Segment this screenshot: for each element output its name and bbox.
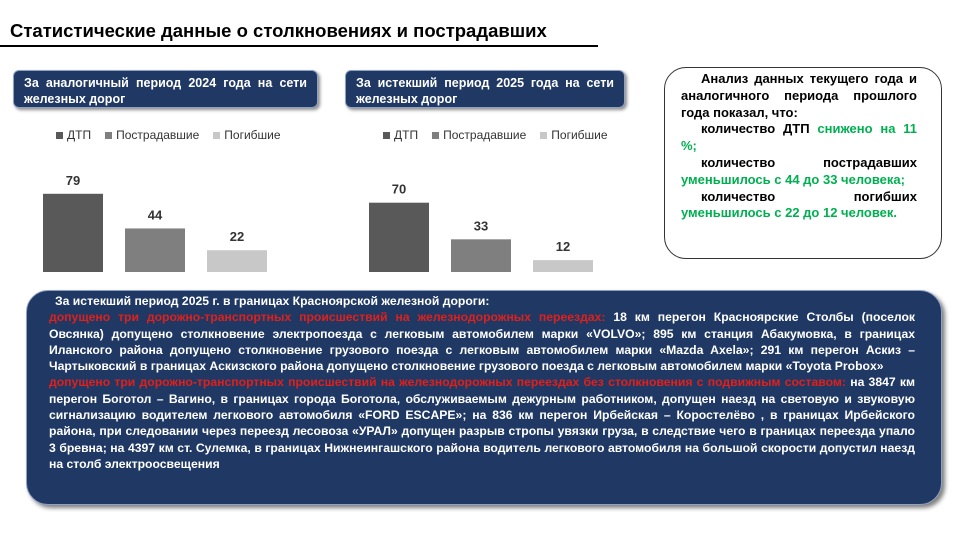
period-2024-label: За аналогичный период 2024 года на сети железных дорог [24,76,307,106]
legend-2024 [56,128,281,142]
period-2025-label: За истекший период 2025 года на сети железных дорог [356,76,614,106]
legend-label-dtp: ДТП [67,128,92,142]
legend-swatch-injured [432,132,439,139]
bar-dtp [369,203,429,272]
legend-item-injured [432,128,526,142]
report-p2-highlight: допущено три дорожно-транспортных происшествий на железнодорожных переездах без столкновения с подвижным составом: [49,375,846,390]
analysis-injured-label: количество пострадавших [701,154,917,170]
page-title: Статистические данные о столкновениях и пострадавших [10,20,547,41]
legend-label-injured: Пострадавшие [443,128,527,142]
legend-swatch-injured [105,132,112,139]
analysis-killed [681,189,917,223]
legend-label-killed: Погибшие [224,128,281,142]
legend-swatch-killed [213,132,220,139]
analysis-dtp-change: снижено на 11 %; [681,121,917,154]
legend-swatch-dtp [56,132,63,139]
chart-2025-svg [356,160,616,272]
report-p1-text: 18 км перегон Красноярские Столбы (поселок Овсянка) допущено столкновение электропоезда с легковым автомобилем марки «VOLVO»; 895 км станция Абакумовка, в границах Иланского района допущено столкновение грузового поезда с легковым автомобилем марки «Mazda Axela»; 291 км перегон Аскиз – Чартыковский в границах Аскизского района допущено столкновение грузового поезда с легковым автомобилем марки «Toyota Probox» [49,310,915,374]
legend-swatch-killed [540,132,547,139]
analysis-injured [681,155,917,189]
legend-item-injured [105,128,199,142]
legend-item-killed [213,128,280,142]
bar-killed [207,250,267,272]
report-p2-text: на 3847 км перегон Боготол – Вагино, в границах города Боготола, обслуживаемым дежурным работником, допущен наезд на световую и звуковую сигнализацию водителем легкового автомобиля «FORD ESCAPE»; на 836 км перегон Ирбейская – Коростелёво , в границах Ирбейского района, при следовании через переезд лесовоза «УРАЛ» допущен разрыв стропы увязки груза, в следствие чего в границах переезда упало 3 бревна; на 4397 км ст. Сулемка, в границах Нижнеингашского района водитель легкового автомобиля на большой скорости допустил наезд на столб электроосвещения [49,375,915,471]
period-2024-box [13,70,318,108]
title-underline [0,45,598,47]
chart-2025 [356,160,616,272]
bar-dtp [43,194,103,272]
bar-injured [125,228,185,272]
analysis-intro: Анализ данных текущего года и аналогичного периода прошлого года показал, что: [681,71,917,120]
analysis-dtp-label: количество ДТП [701,121,810,137]
data-label-dtp: 79 [65,172,81,188]
data-label-injured: 44 [147,207,163,223]
legend-swatch-dtp [383,132,390,139]
data-label-injured: 33 [473,218,489,234]
report-paragraph-1 [49,309,915,374]
legend-label-killed: Погибшие [551,128,608,142]
report-paragraph-2 [49,374,915,472]
legend-2025 [383,128,608,142]
legend-label-injured: Пострадавшие [116,128,200,142]
data-label-killed: 12 [555,239,571,255]
data-label-killed: 22 [229,229,245,245]
report-p1-highlight: допущено три дорожно-транспортных происшествий на железнодорожных переездах: [49,310,606,325]
analysis-killed-change: уменьшилось с 22 до 12 человек. [681,205,898,221]
analysis-injured-change: уменьшилось с 44 до 33 человека; [681,171,905,187]
bar-killed [533,260,593,272]
legend-item-killed [540,128,607,142]
analysis-dtp [681,121,917,155]
chart-2024-svg [30,160,290,272]
bar-injured [451,239,511,272]
period-2025-box [345,70,625,108]
incident-report-panel [26,290,942,505]
chart-2024 [30,160,290,272]
analysis-killed-label: количество погибших [701,188,917,204]
report-heading: За истекший период 2025 г. в границах Красноярской железной дороги: [55,294,490,308]
data-label-dtp: 70 [391,181,407,197]
analysis-box [664,67,942,259]
legend-item-dtp [383,128,418,142]
legend-label-dtp: ДТП [394,128,419,142]
legend-item-dtp [56,128,91,142]
